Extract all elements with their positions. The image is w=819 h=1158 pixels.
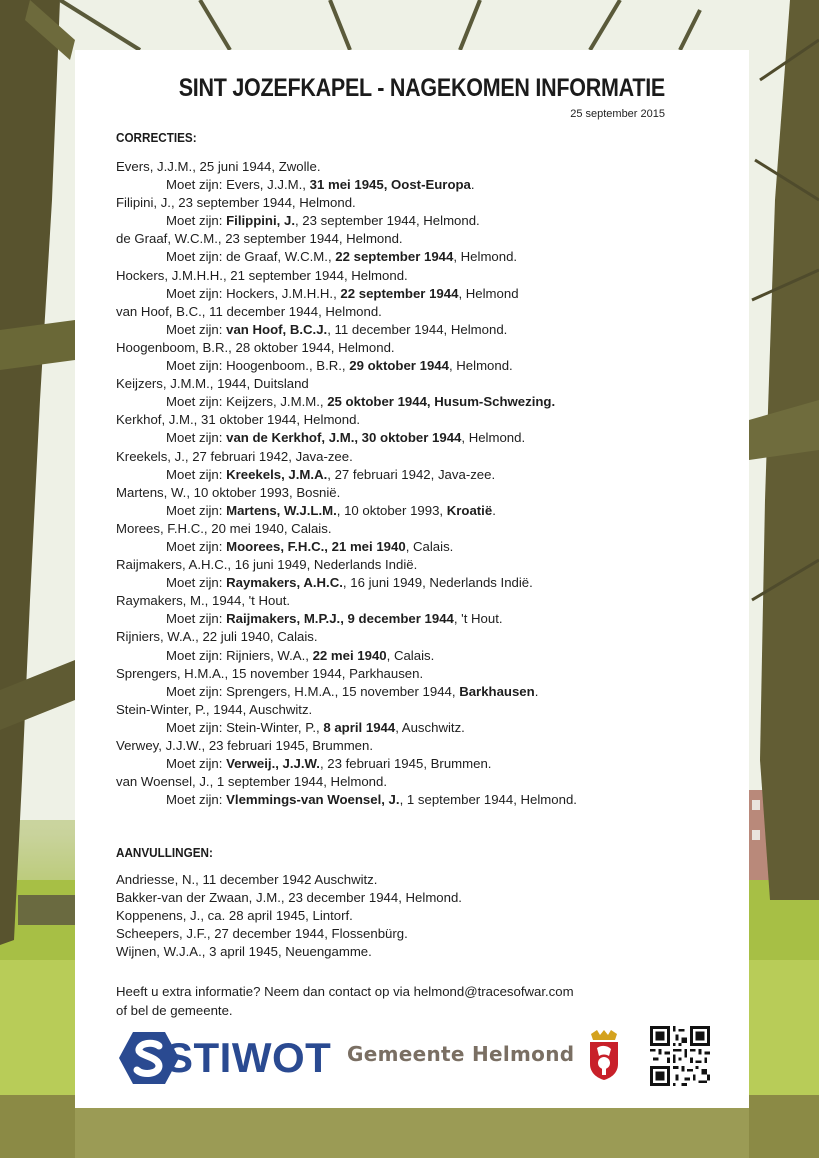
correction-should-be [116,502,716,520]
correction-highlight: Moorees, F.H.C., 21 mei 1940 [226,538,406,554]
additions-list [116,871,716,961]
correction-original: Rijniers, W.A., 22 juli 1940, Calais. [116,629,318,645]
publication-date: 25 september 2015 [570,108,665,120]
correction-text: , 1 september 1944, Helmond. [399,792,577,808]
correction-original: Raijmakers, A.H.C., 16 juni 1949, Nederlands Indië. [116,557,418,573]
correction-original: van Hoof, B.C., 11 december 1944, Helmond. [116,303,382,319]
correction-text: Moet zijn: [166,756,227,772]
correction-highlight: 8 april 1944 [323,719,396,735]
correction-highlight: van de Kerkhof, J.M., 30 oktober 1944 [226,430,462,446]
correction-highlight: 31 mei 1945, Oost-Europa [309,177,471,193]
correction-original: Raymakers, M., 1944, 't Hout. [116,593,291,609]
correction-original: Evers, J.J.M., 25 juni 1944, Zwolle. [116,159,321,174]
page-title: SINT JOZEFKAPEL - NAGEKOMEN INFORMATIE [178,74,665,102]
correction-highlight: 25 oktober 1944, Husum-Schwezing. [327,394,556,410]
contact-line-2: of bel de gemeente. [116,1003,233,1018]
correction-should-be [116,610,716,628]
correction-should-be [116,647,716,665]
addition-item: Scheepers, J.F., 27 december 1944, Flossenbürg. [116,926,408,942]
correction-text: , Calais. [386,647,435,663]
addition-item: Koppenens, J., ca. 28 april 1945, Lintorf. [116,908,353,924]
additions-heading: AANVULLINGEN: [116,845,213,860]
stiwot-wordmark: STIWOT [165,1034,332,1081]
correction-text: Moet zijn: [166,466,227,482]
correction-original: Filipini, J., 23 september 1944, Helmond. [116,195,356,211]
correction-text: , 't Hout. [453,611,503,627]
correction-should-be [116,755,716,773]
correction-text: Moet zijn: Rijniers, W.A., [166,647,313,663]
correction-highlight: 22 september 1944 [340,285,459,301]
correction-should-be [116,574,716,592]
correction-should-be [116,321,716,339]
correction-text: Moet zijn: [166,321,227,337]
correction-text: Moet zijn: Keijzers, J.M.M., [166,394,328,410]
correction-text: , Helmond. [461,430,526,446]
correction-text: , Auschwitz. [395,719,465,735]
correction-text: Moet zijn: [166,430,227,446]
stiwot-logo [119,1032,331,1084]
correction-should-be [116,357,716,375]
correction-text: Moet zijn: Sprengers, H.M.A., 15 november 1944, [166,683,460,699]
correction-original: Hockers, J.M.H.H., 21 september 1944, Helmond. [116,267,408,283]
correction-highlight: Vlemmings-van Woensel, J. [226,792,400,808]
correction-original: Kerkhof, J.M., 31 oktober 1944, Helmond. [116,412,361,428]
contact-text [116,982,676,1020]
correction-text: Moet zijn: de Graaf, W.C.M., [166,249,336,265]
correction-should-be [116,248,716,266]
addition-item: Andriesse, N., 11 december 1942 Auschwitz. [116,872,378,887]
correction-original: Martens, W., 10 oktober 1993, Bosnië. [116,484,341,500]
correction-text: Moet zijn: Stein-Winter, P., [166,719,324,735]
correction-text: . [534,683,539,699]
correction-original: Hoogenboom, B.R., 28 oktober 1944, Helmond. [116,339,395,355]
correction-original: Sprengers, H.M.A., 15 november 1944, Parkhausen. [116,665,424,681]
correction-text: , 10 oktober 1993, [336,502,447,518]
correction-text: , 11 december 1944, Helmond. [327,321,508,337]
correction-original: Morees, F.H.C., 20 mei 1940, Calais. [116,520,332,536]
correction-text: . [470,177,475,193]
correction-text: Moet zijn: [166,611,227,627]
correction-highlight: Kreekels, J.M.A. [226,466,328,482]
qr-code-icon[interactable] [650,1026,710,1086]
contact-line-1: Heeft u extra informatie? Neem dan contact op via helmond@tracesofwar.com [116,984,574,999]
correction-should-be [116,176,716,194]
correction-text: , Helmond. [453,249,518,265]
correction-text: , 27 februari 1942, Java-zee. [327,466,496,482]
correction-should-be [116,683,716,701]
addition-item: Bakker-van der Zwaan, J.M., 23 december 1944, Helmond. [116,890,462,906]
correction-original: Kreekels, J., 27 februari 1942, Java-zee. [116,448,353,464]
correction-original: de Graaf, W.C.M., 23 september 1944, Helmond. [116,231,403,247]
correction-text: , Helmond. [448,358,513,374]
correction-original: Verwey, J.J.W., 23 februari 1945, Brummen. [116,738,374,753]
correction-should-be [116,285,716,303]
corrections-list [116,158,716,809]
correction-highlight: 22 september 1944 [335,249,454,265]
correction-text: . [492,502,496,518]
correction-highlight: Barkhausen [459,683,535,699]
correction-text: Moet zijn: [166,792,227,808]
correction-text: Moet zijn: [166,502,227,518]
correction-original: Stein-Winter, P., 1944, Auschwitz. [116,701,313,717]
gemeente-helmond-wordmark: Gemeente Helmond [347,1042,575,1066]
correction-should-be [116,791,716,809]
correction-highlight: Filippini, J. [226,213,295,229]
correction-highlight: Verweij., J.J.W. [226,756,320,772]
correction-should-be [116,429,716,447]
correction-original: Keijzers, J.M.M., 1944, Duitsland [116,376,309,392]
correction-text: Moet zijn: [166,213,227,229]
correction-highlight: 22 mei 1940 [312,647,387,663]
correction-should-be [116,719,716,737]
addition-item: Wijnen, W.J.A., 3 april 1945, Neuengamme. [116,944,372,960]
correction-text: Moet zijn: Hockers, J.M.H.H., [166,285,341,301]
correction-original: van Woensel, J., 1 september 1944, Helmond. [116,774,387,790]
correction-highlight: Raijmakers, M.P.J., 9 december 1944 [226,611,454,627]
correction-text: , 16 juni 1949, Nederlands Indië. [342,575,533,591]
correction-should-be [116,538,716,556]
correction-text: Moet zijn: Evers, J.J.M., [166,177,310,193]
correction-text: , 23 februari 1945, Brummen. [319,756,492,772]
correction-text: , Helmond [458,285,519,301]
correction-text: , Calais. [405,538,454,554]
correction-highlight: Martens, W.J.L.M. [226,502,337,518]
helmond-crest-icon [587,1030,621,1080]
correction-text: Moet zijn: Hoogenboom., B.R., [166,358,350,374]
correction-highlight: Raymakers, A.H.C. [226,575,343,591]
correction-highlight: Kroatië [446,502,493,518]
correction-should-be [116,212,716,230]
correction-text: Moet zijn: [166,575,227,591]
correction-highlight: 29 oktober 1944 [349,358,449,374]
info-sheet [75,50,749,1108]
correction-should-be [116,466,716,484]
correction-text: , 23 september 1944, Helmond. [294,213,480,229]
correction-text: Moet zijn: [166,538,227,554]
correction-should-be [116,393,716,411]
corrections-heading: CORRECTIES: [116,130,197,145]
correction-highlight: van Hoof, B.C.J. [226,321,328,337]
